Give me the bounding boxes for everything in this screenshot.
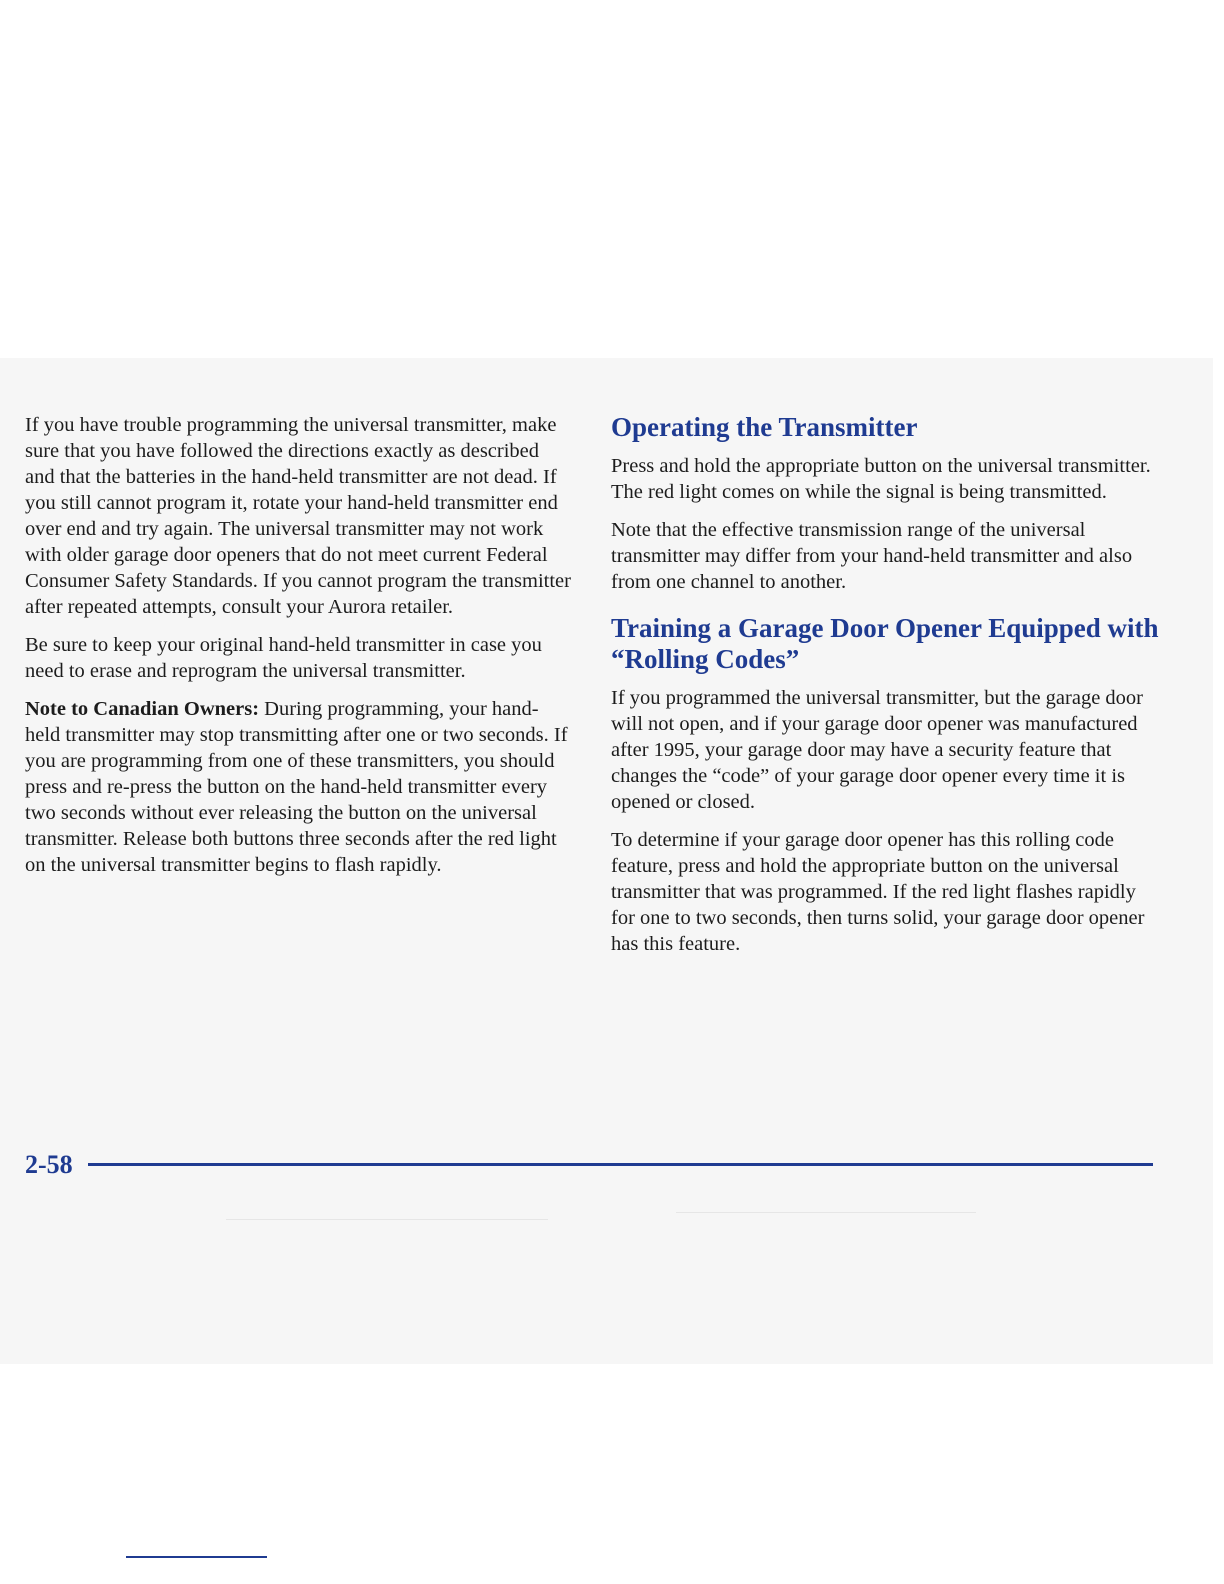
note-label: Note to Canadian Owners: xyxy=(25,698,260,720)
right-column xyxy=(611,412,1159,969)
canadian-owners-note xyxy=(25,696,573,878)
operating-paragraph-1: Press and hold the appropriate button on the universal transmitter. The red light comes on while the signal is being transmitted. xyxy=(611,455,1151,503)
operating-heading: Operating the Transmitter xyxy=(611,412,918,442)
troubleshooting-paragraph: If you have trouble programming the universal transmitter, make sure that you have followed the directions exactly as described and that the batteries in the hand-held transmitter are not dead. If you still cannot program it, rotate your hand-held transmitter end over end and try again. The universal transmitter may not work with older garage door openers that do not meet current Federal Consumer Safety Standards. If you cannot program the transmitter after repeated attempts, consult your Aurora retailer. xyxy=(25,414,571,618)
faint-divider-right xyxy=(676,1212,976,1213)
bottom-mark xyxy=(126,1556,267,1558)
operating-paragraph-2: Note that the effective transmission range of the universal transmitter may differ from your hand-held transmitter and also from one channel to another. xyxy=(611,519,1133,593)
page-number: 2-58 xyxy=(25,1150,73,1179)
page-footer xyxy=(25,1148,1157,1182)
note-text: During programming, your hand-held transmitter may stop transmitting after one or two seconds. If you are programming from one of these transmitters, you should press and re-press the button on the hand-held transmitter every two seconds without ever releasing the button on the universal transmitter. Release both buttons three seconds after the red light on the universal transmitter begins to flash rapidly. xyxy=(25,698,568,876)
footer-rule xyxy=(88,1163,1153,1166)
keep-transmitter-paragraph: Be sure to keep your original hand-held transmitter in case you need to erase and reprogram the universal transmitter. xyxy=(25,634,542,682)
rolling-codes-paragraph-2: To determine if your garage door opener has this rolling code feature, press and hold the appropriate button on the universal transmitter that was programmed. If the red light flashes rapidly for one to two seconds, then turns solid, your garage door opener has this feature. xyxy=(611,829,1145,955)
faint-divider-left xyxy=(226,1219,548,1220)
rolling-codes-heading: Training a Garage Door Opener Equipped with “Rolling Codes” xyxy=(611,613,1159,674)
rolling-codes-paragraph-1: If you programmed the universal transmitter, but the garage door will not open, and if your garage door opener was manufactured after 1995, your garage door may have a security feature that changes the “code” of your garage door opener every time it is opened or closed. xyxy=(611,687,1144,813)
left-column xyxy=(25,412,573,890)
